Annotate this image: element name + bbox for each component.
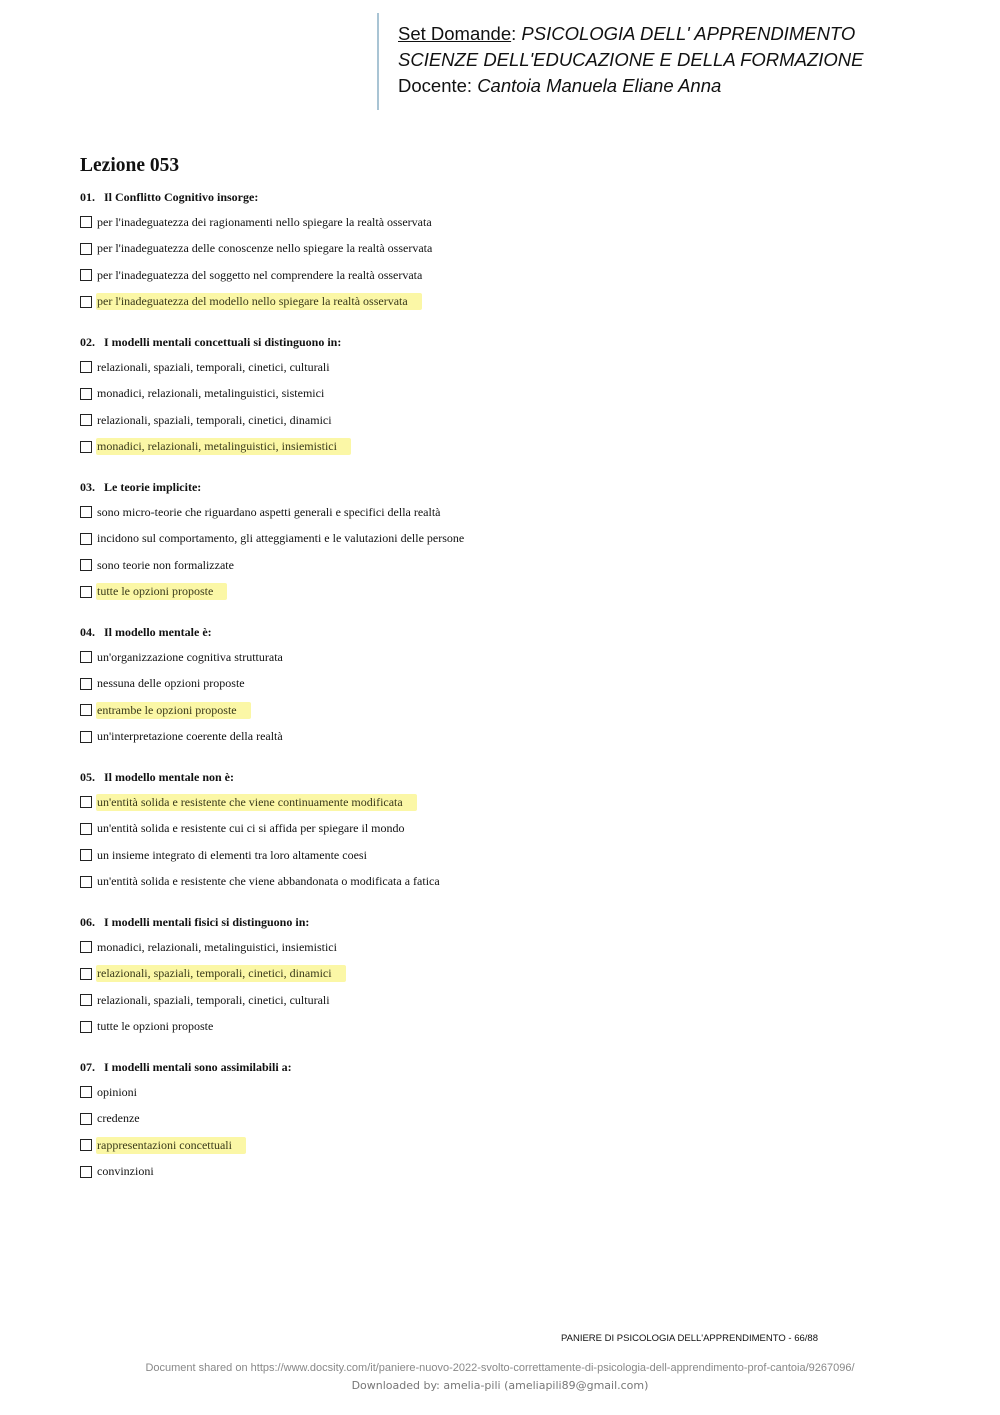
question-title [80,190,258,205]
answer-checkbox[interactable] [80,388,92,400]
answer-label: relazionali, spaziali, temporali, cinetici, culturali [97,992,330,1007]
answer-option[interactable] [80,874,454,890]
question-title [80,1060,292,1075]
answer-label: convinzioni [97,1164,154,1179]
answer-option[interactable] [80,1084,151,1100]
question-number: 02. [80,335,95,349]
answer-label-highlighted: un'entità solida e resistente che viene continuamente modificata [96,794,417,811]
answer-checkbox[interactable] [80,994,92,1006]
answer-label-highlighted: entrambe le opzioni proposte [96,702,251,719]
answer-label: credenze [97,1111,140,1126]
degree-name: SCIENZE DELL'EDUCAZIONE E DELLA FORMAZIONE [398,49,864,70]
answer-checkbox[interactable] [80,269,92,281]
answer-checkbox[interactable] [80,704,92,716]
teacher-label: Docente: [398,75,478,96]
document-header [377,13,939,110]
answer-option[interactable] [80,504,455,520]
answer-label: sono micro-teorie che riguardano aspetti generali e specifici della realtà [97,504,441,519]
question-title [80,480,201,495]
answer-option[interactable] [80,1111,154,1127]
question-text: I modelli mentali sono assimilabili a: [104,1060,292,1074]
answer-checkbox[interactable] [80,968,92,980]
answer-label: opinioni [97,1084,138,1099]
set-label: Set Domande [398,23,512,44]
answer-option[interactable] [80,992,344,1008]
answer-option[interactable] [80,241,446,257]
question-title [80,770,234,785]
answer-checkbox[interactable] [80,731,92,743]
answer-option[interactable] [80,649,297,665]
answer-label: per l'inadeguatezza delle conoscenze nello spiegare la realtà osservata [97,241,433,256]
answer-label: nessuna delle opzioni proposte [97,676,245,691]
answer-label: monadici, relazionali, metalinguistici, insiemistici [97,939,337,954]
answer-checkbox[interactable] [80,506,92,518]
question-text: I modelli mentali fisici si distinguono in: [104,915,310,929]
answer-checkbox[interactable] [80,651,92,663]
answer-option[interactable] [80,1137,246,1153]
question-number: 06. [80,915,95,929]
header-course-line [398,23,855,45]
answer-label-highlighted: rappresentazioni concettuali [96,1137,246,1154]
answer-option[interactable] [80,359,344,375]
answer-checkbox[interactable] [80,441,92,453]
answer-label: per l'inadeguatezza del soggetto nel comprendere la realtà osservata [97,267,423,282]
teacher-name: Cantoia Manuela Eliane Anna [477,75,722,96]
question-title [80,625,212,640]
question-text: Le teorie implicite: [104,480,202,494]
answer-checkbox[interactable] [80,823,92,835]
answer-checkbox[interactable] [80,1021,92,1033]
question-number: 01. [80,190,95,204]
answer-option[interactable] [80,702,251,718]
answer-label: un insieme integrato di elementi tra loro altamente coesi [97,847,367,862]
answer-option[interactable] [80,1164,168,1180]
answer-option[interactable] [80,412,346,428]
header-teacher-line [398,75,721,97]
answer-option[interactable] [80,294,422,310]
answer-option[interactable] [80,557,248,573]
answer-checkbox[interactable] [80,1166,92,1178]
question-text: Il modello mentale non è: [104,770,234,784]
answer-label: un'organizzazione cognitiva strutturata [97,649,283,664]
answer-option[interactable] [80,966,346,982]
answer-label: relazionali, spaziali, temporali, cinetici, culturali [97,359,330,374]
question-text: Il Conflitto Cognitivo insorge: [104,190,259,204]
question-number: 04. [80,625,95,639]
question-number: 03. [80,480,95,494]
answer-checkbox[interactable] [80,1113,92,1125]
question-number: 05. [80,770,95,784]
answer-checkbox[interactable] [80,796,92,808]
question-title [80,335,341,350]
answer-label: tutte le opzioni proposte [97,1019,214,1034]
answer-option[interactable] [80,847,381,863]
answer-option[interactable] [80,386,338,402]
answer-checkbox[interactable] [80,1086,92,1098]
answer-checkbox[interactable] [80,1139,92,1151]
set-separator: : [511,23,522,44]
answer-option[interactable] [80,531,478,547]
answer-label-highlighted: tutte le opzioni proposte [96,583,227,600]
question-text: I modelli mentali concettuali si distinguono in: [104,335,342,349]
answer-checkbox[interactable] [80,533,92,545]
answer-checkbox[interactable] [80,678,92,690]
answer-checkbox[interactable] [80,414,92,426]
answer-option[interactable] [80,584,227,600]
answer-option[interactable] [80,439,351,455]
answer-option[interactable] [80,676,259,692]
answer-option[interactable] [80,794,417,810]
answer-label-highlighted: per l'inadeguatezza del modello nello spiegare la realtà osservata [96,293,422,310]
answer-label-highlighted: relazionali, spaziali, temporali, cinetici, dinamici [96,965,346,982]
answer-checkbox[interactable] [80,216,92,228]
answer-checkbox[interactable] [80,586,92,598]
lesson-title: Lezione 053 [80,155,180,176]
answer-label: un'entità solida e resistente che viene abbandonata o modificata a fatica [97,874,440,889]
answer-label: per l'inadeguatezza dei ragionamenti nello spiegare la realtà osservata [97,214,432,229]
answer-label-highlighted: monadici, relazionali, metalinguistici, insiemistici [96,438,351,455]
answer-checkbox[interactable] [80,941,92,953]
footer-page-info: PANIERE DI PSICOLOGIA DELL'APPRENDIMENTO - 66/88 [561,1333,818,1344]
question-title [80,915,309,930]
question-text: Il modello mentale è: [104,625,212,639]
answer-checkbox[interactable] [80,849,92,861]
question-number: 07. [80,1060,95,1074]
answer-option[interactable] [80,214,446,230]
answer-label: un'interpretazione coerente della realtà [97,729,283,744]
answer-option[interactable] [80,267,436,283]
footer-downloaded-by: Downloaded by: amelia-pili (ameliapili89@gmail.com) [351,1379,649,1392]
answer-option[interactable] [80,939,351,955]
answer-label: monadici, relazionali, metalinguistici, sistemici [97,386,325,401]
course-name: PSICOLOGIA DELL' APPRENDIMENTO [521,23,856,44]
answer-checkbox[interactable] [80,361,92,373]
answer-option[interactable] [80,729,297,745]
answer-label: un'entità solida e resistente cui ci si affida per spiegare il mondo [97,821,405,836]
footer-shared-on: Document shared on https://www.docsity.com/it/paniere-nuovo-2022-svolto-correttamente-di-psicologia-dell-apprendimento-prof-cantoia/9267096/ [145,1362,855,1374]
answer-label: relazionali, spaziali, temporali, cinetici, dinamici [97,412,332,427]
answer-label: incidono sul comportamento, gli atteggiamenti e le valutazioni delle persone [97,531,465,546]
answer-checkbox[interactable] [80,296,92,308]
answer-checkbox[interactable] [80,243,92,255]
answer-checkbox[interactable] [80,559,92,571]
answer-option[interactable] [80,821,419,837]
answer-option[interactable] [80,1019,227,1035]
answer-checkbox[interactable] [80,876,92,888]
answer-label: sono teorie non formalizzate [97,557,234,572]
